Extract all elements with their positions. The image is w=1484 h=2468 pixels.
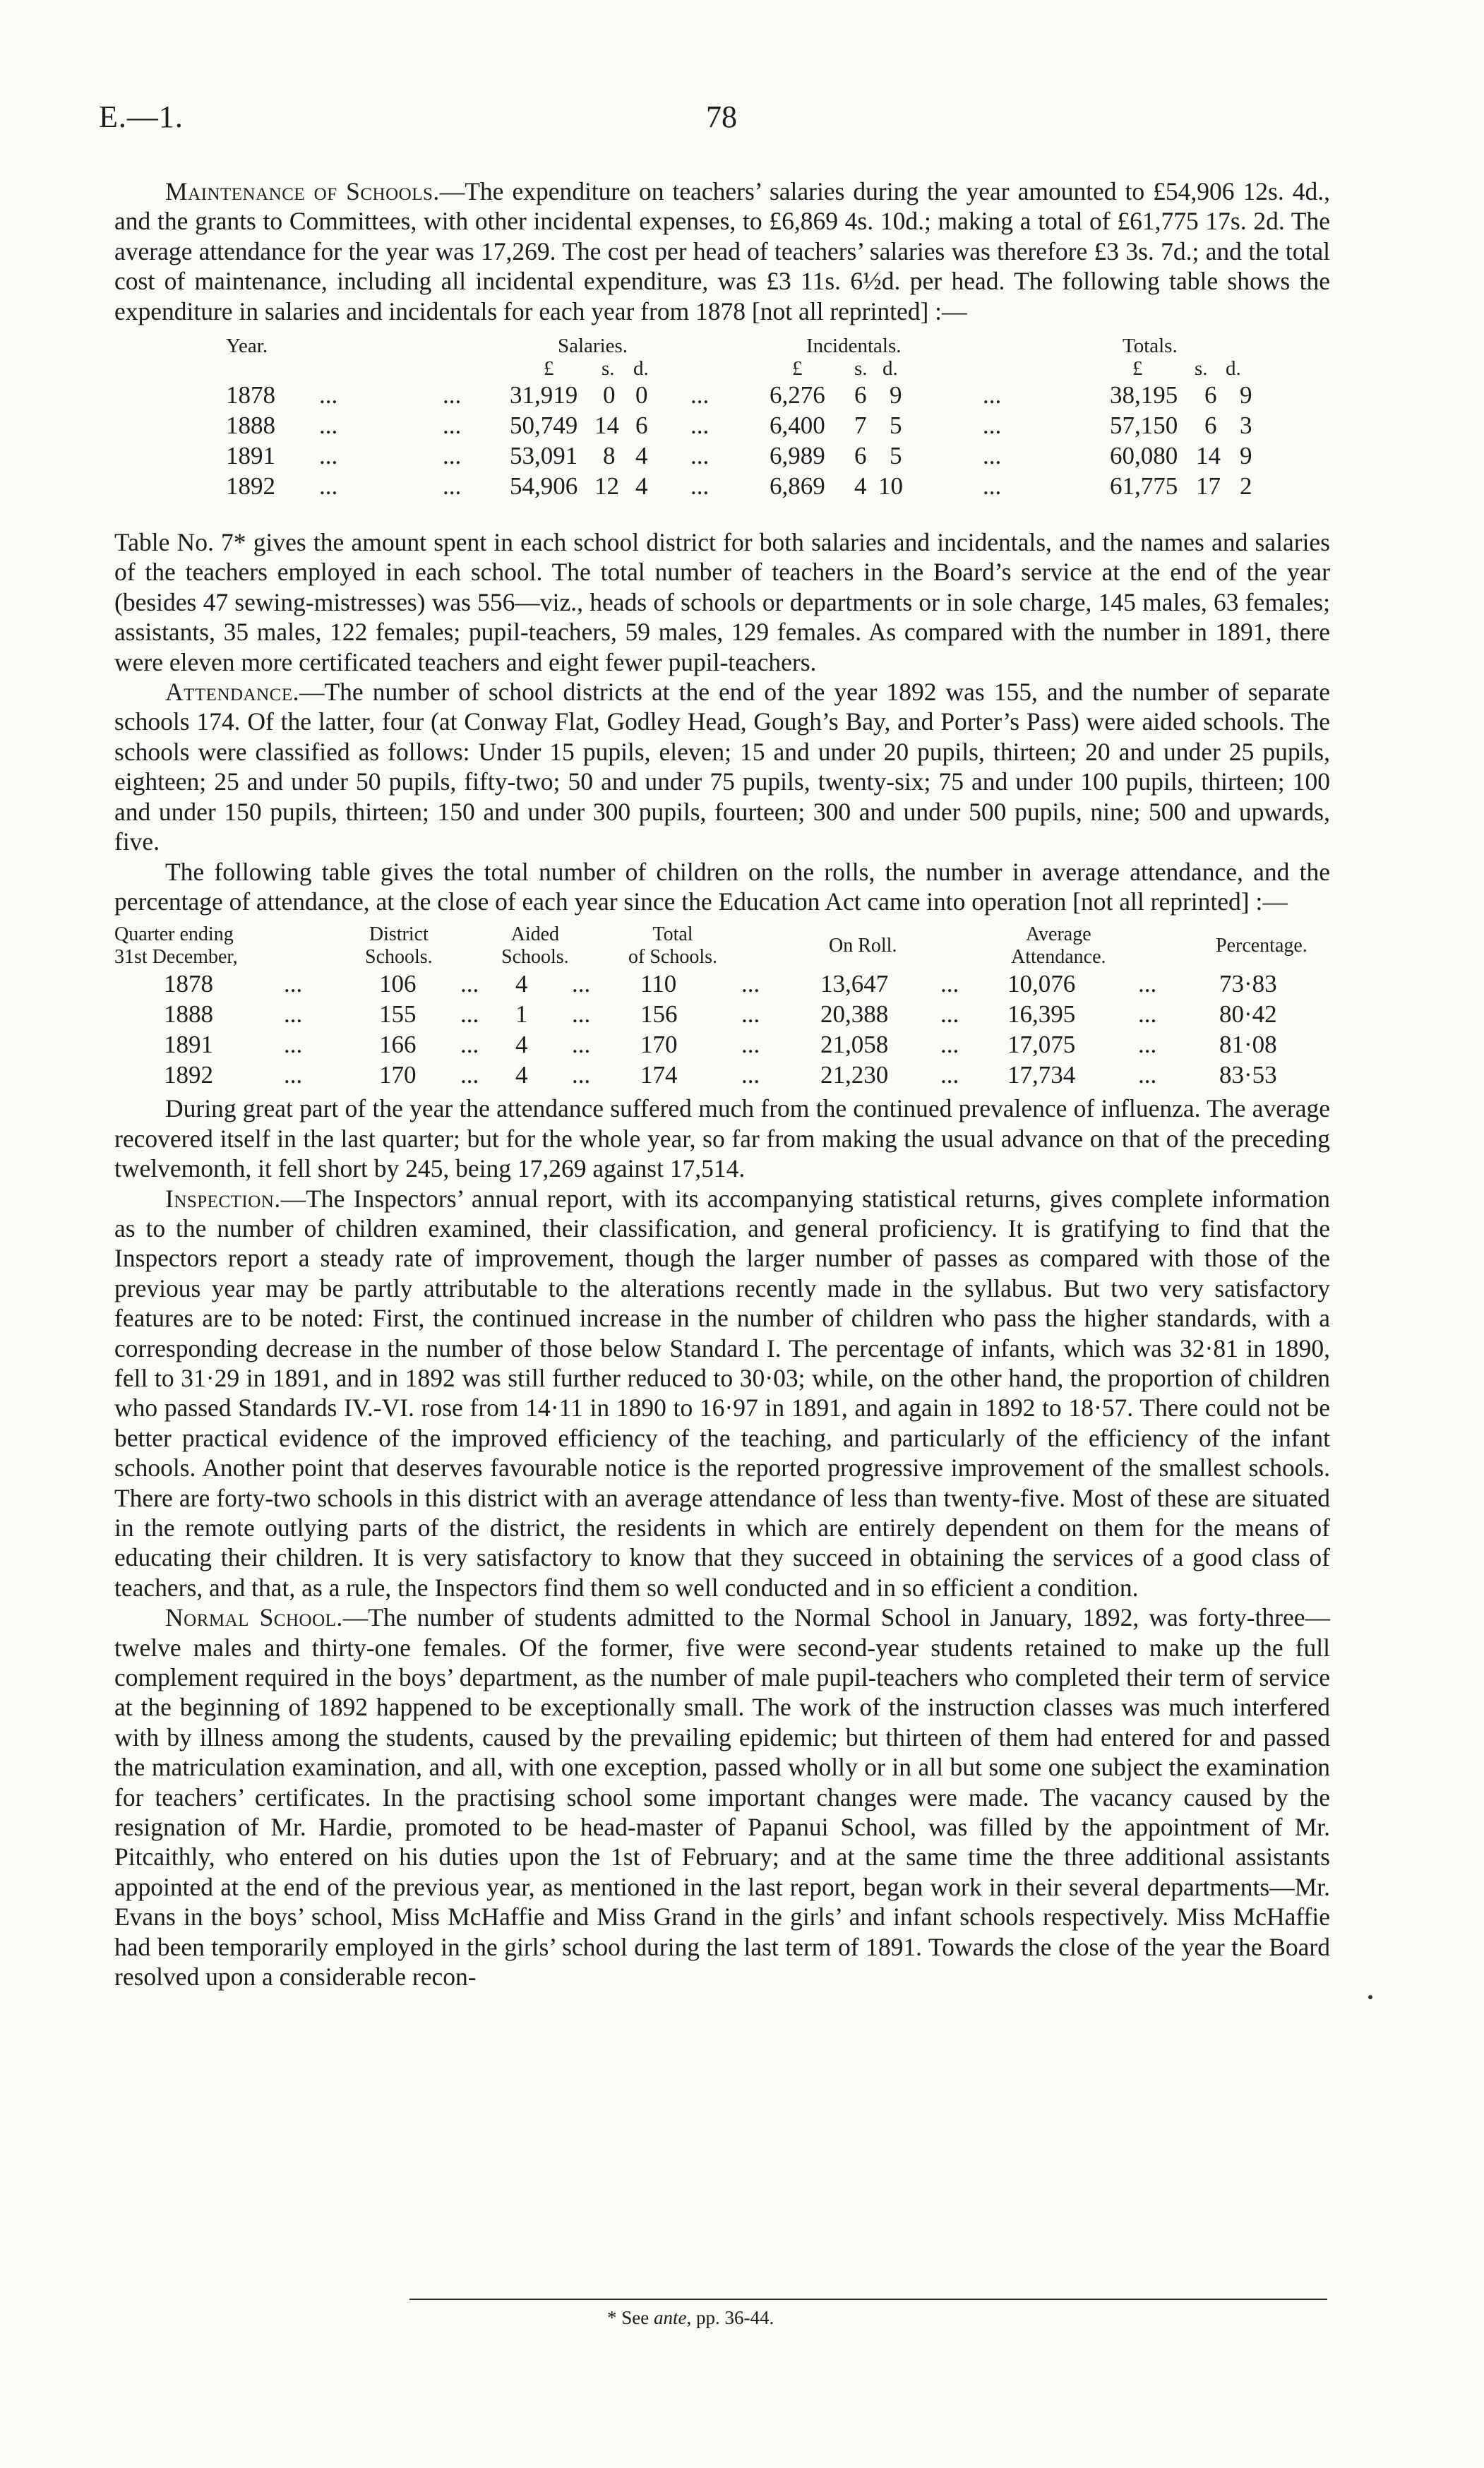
- leader-dots: ...: [741, 1000, 760, 1029]
- cell-salary-pounds: 54,906: [510, 472, 578, 501]
- cell-district-schools: 106: [379, 970, 417, 998]
- document-code: E.—1.: [99, 100, 184, 134]
- paragraph-normal-school: [114, 1603, 1330, 1991]
- leader-dots: ...: [1138, 970, 1157, 998]
- cell-aided-schools: 4: [515, 1061, 528, 1089]
- cell-salary-pounds: 50,749: [510, 412, 578, 440]
- page-body: [114, 176, 1330, 1992]
- leader-dots: ...: [284, 1061, 303, 1089]
- cell-salary-pence: 4: [635, 472, 648, 501]
- cell-percentage: 73·83: [1219, 970, 1277, 998]
- col-header-aided-line1: Aided: [510, 923, 560, 946]
- unit-pence-salaries: d.: [633, 357, 649, 381]
- cell-on-roll: 13,647: [820, 970, 889, 998]
- cell-total-pounds: 60,080: [1110, 442, 1178, 470]
- cell-incidental-pounds: 6,869: [770, 472, 825, 501]
- col-header-totals: Totals.: [1123, 335, 1178, 358]
- cell-average-attendance: 17,075: [1007, 1031, 1076, 1059]
- cell-year: 1878: [226, 381, 275, 409]
- col-header-quarter-line2: 31st December,: [114, 946, 238, 969]
- leader-dots: ...: [1138, 1000, 1157, 1029]
- footnote-rule: [409, 2299, 1327, 2300]
- cell-salary-shillings: 12: [594, 472, 619, 501]
- salaries-table: [114, 326, 1330, 669]
- unit-pound-salaries: £: [544, 357, 554, 381]
- table-row: [114, 412, 1330, 443]
- cell-total-pounds: 57,150: [1110, 412, 1178, 440]
- leader-dots: ...: [741, 1061, 760, 1089]
- col-header-total-line1: Total: [652, 923, 693, 946]
- cell-incidental-shillings: 7: [854, 412, 867, 440]
- table-row: [114, 472, 1330, 503]
- col-header-district-line1: District: [369, 923, 429, 946]
- table-row: [114, 1031, 1330, 1062]
- cell-total-shillings: 6: [1204, 412, 1217, 440]
- cell-salary-pounds: 31,919: [510, 381, 578, 409]
- cell-on-roll: 21,058: [820, 1031, 889, 1059]
- cell-average-attendance: 17,734: [1007, 1061, 1076, 1089]
- page-header: [99, 99, 1385, 148]
- leader-dots: ...: [284, 970, 303, 998]
- leader-dots: ...: [940, 970, 959, 998]
- cell-average-attendance: 10,076: [1007, 970, 1076, 998]
- leader-dots: ...: [741, 1031, 760, 1059]
- cell-district-schools: 155: [379, 1000, 417, 1029]
- leader-dots: ...: [1138, 1031, 1157, 1059]
- cell-total-schools: 110: [640, 970, 677, 998]
- margin-mark: [1368, 1995, 1372, 1999]
- cell-aided-schools: 4: [515, 970, 528, 998]
- cell-incidental-pence: 10: [878, 472, 903, 501]
- paragraph-roll-table-intro: The following table gives the total number of children on the rolls, the number in average attendance, and the percentage of attendance, at the close of each year since the Education Act came into operation [not all reprinted] :—: [114, 857, 1330, 916]
- unit-shilling-salaries: s.: [602, 357, 615, 381]
- cell-total-pounds: 61,775: [1110, 472, 1178, 501]
- leader-dots: ...: [572, 1000, 591, 1029]
- cell-year: 1892: [226, 472, 275, 501]
- attendance-table: [114, 916, 1330, 1089]
- col-header-district-line2: Schools.: [365, 946, 433, 969]
- cell-district-schools: 166: [379, 1031, 417, 1059]
- cell-year: 1888: [226, 412, 275, 440]
- leader-dots: ...: [983, 472, 1002, 501]
- unit-shilling-totals: s.: [1195, 357, 1208, 381]
- leader-dots: ...: [319, 381, 338, 409]
- col-header-incidentals: Incidentals.: [806, 335, 902, 358]
- cell-salary-shillings: 8: [603, 442, 616, 470]
- leader-dots: ...: [1138, 1061, 1157, 1089]
- col-header-district: [365, 923, 433, 969]
- leader-dots: ...: [940, 1031, 959, 1059]
- cell-salary-shillings: 0: [603, 381, 616, 409]
- cell-total-shillings: 6: [1204, 381, 1217, 409]
- cell-salary-pence: 6: [635, 412, 648, 440]
- paragraph-inspection-text: —The Inspectors’ annual report, with its accompanying statistical returns, gives complete information as to the number of children examined, their classification, and general proficiency. It is gratifying to find that the Inspectors report a steady rate of improvement, though the larger number of passes as compared with those of the previous year may be partly attributable to the alterations recently made in the syllabus. But two very satisfactory features are to be noted: First, the continued increase in the number of children who pass the higher standards, with a corresponding decrease in the number of those below Standard I. The percentage of infants, which was 32·81 in 1890, fell to 31·29 in 1891, and in 1892 was still further reduced to 30·03; while, on the other hand, the proportion of children who passed Standards IV.-VI. rose from 14·11 in 1890 to 16·97 in 1891, and again in 1892 to 18·57. There could not be better practical evidence of the improved efficiency of the teaching, and particularly of the efficiency of the infant schools. Another point that deserves favourable notice is the reported progressive improvement of the smallest schools. There are forty-two schools in this district with an average attendance of less than twenty-five. Most of these are situated in the remote outlying parts of the district, the residents in which are entirely dependent on them for the means of educating their children. It is very satisfactory to know that they succeed in obtaining the services of a good class of teachers, and that, as a rule, the Inspectors find them so well conducted and in so efficient a condition.: [114, 1184, 1330, 1602]
- footnote-ante: ante: [653, 2307, 687, 2328]
- cell-on-roll: 21,230: [820, 1061, 889, 1089]
- cell-incidental-shillings: 6: [854, 381, 867, 409]
- col-header-average-line1: Average: [1025, 923, 1091, 946]
- cell-on-roll: 20,388: [820, 1000, 889, 1029]
- paragraph-influenza: During great part of the year the attendance suffered much from the continued prevalence of influenza. The average recovered itself in the last quarter; but for the whole year, so far from making the usual advance on that of the preceding twelvemonth, it fell short by 245, being 17,269 against 17,514.: [114, 1094, 1330, 1183]
- footnote: [607, 2307, 774, 2329]
- paragraph-attendance: [114, 677, 1330, 856]
- unit-pence-incidentals: d.: [882, 357, 898, 381]
- leader-dots: ...: [741, 970, 760, 998]
- unit-shilling-incidentals: s.: [854, 357, 868, 381]
- leader-dots: ...: [940, 1061, 959, 1089]
- unit-pence-totals: d.: [1226, 357, 1241, 381]
- col-header-average: [1011, 923, 1106, 969]
- leader-dots: ...: [690, 472, 710, 501]
- cell-total-pence: 9: [1240, 442, 1252, 470]
- section-heading-inspection: Inspection.: [165, 1184, 281, 1213]
- cell-total-shillings: 17: [1196, 472, 1221, 501]
- cell-total-pence: 3: [1240, 412, 1252, 440]
- cell-district-schools: 170: [379, 1061, 417, 1089]
- paragraph-attendance-text: —The number of school districts at the end of the year 1892 was 155, and the number of separate schools 174. Of the latter, four (at Conway Flat, Godley Head, Gough’s Bay, and Porter’s Pass) were aided schools. The schools were classified as follows: Under 15 pupils, eleven; 15 and under 20 pupils, thirteen; 20 and under 25 pupils, eighteen; 25 and under 50 pupils, fifty-two; 50 and under 75 pupils, twenty-six; 75 and under 100 pupils, thirteen; 100 and under 150 pupils, thirteen; 150 and under 300 pupils, fourteen; 300 and under 500 pupils, nine; 500 and upwards, five.: [114, 678, 1330, 856]
- paragraph-normal-school-text: —The number of students admitted to the Normal School in January, 1892, was forty-three—twelve males and thirty-one females. Of the former, five were second-year students retained to make up the full complement required in the boys’ department, as the number of male pupil-teachers who completed their term of service at the beginning of 1892 happened to be exceptionally small. The work of the instruction classes was much interfered with by illness among the students, caused by the prevailing epidemic; but thirteen of them had entered for and passed the matriculation examination, and all, with one exception, passed wholly or in all but some one subject the examination for teachers’ certificates. In the practising school some important changes were made. The vacancy caused by the resignation of Mr. Hardie, promoted to be head-master of Papanui School, was filled by the appointment of Mr. Pitcaithly, who entered on his duties upon the 1st of February; and at the same time the three additional assistants appointed at the end of the previous year, as mentioned in the last report, began work in their several departments—Mr. Evans in the boys’ school, Miss McHaffie and Miss Grand in the girls’ and infant schools respectively. Miss McHaffie had been temporarily employed in the girls’ school during the last term of 1891. Towards the close of the year the Board resolved upon a considerable recon-: [114, 1603, 1330, 1991]
- cell-total-pence: 2: [1240, 472, 1252, 501]
- col-header-roll: On Roll.: [829, 935, 897, 957]
- paragraph-inspection: [114, 1184, 1330, 1603]
- cell-incidental-pence: 5: [890, 412, 902, 440]
- leader-dots: ...: [460, 1061, 479, 1089]
- cell-total-pounds: 38,195: [1110, 381, 1178, 409]
- leader-dots: ...: [460, 970, 479, 998]
- cell-total-schools: 170: [640, 1031, 678, 1059]
- leader-dots: ...: [319, 472, 338, 501]
- cell-percentage: 80·42: [1219, 1000, 1277, 1029]
- leader-dots: ...: [572, 970, 591, 998]
- cell-percentage: 83·53: [1219, 1061, 1277, 1089]
- paragraph-maintenance: [114, 176, 1330, 326]
- cell-incidental-pence: 9: [890, 381, 902, 409]
- cell-year: 1892: [164, 1061, 213, 1089]
- cell-incidental-pence: 5: [890, 442, 902, 470]
- cell-total-schools: 156: [640, 1000, 678, 1029]
- cell-year: 1878: [164, 970, 213, 998]
- cell-salary-pounds: 53,091: [510, 442, 578, 470]
- leader-dots: ...: [443, 472, 462, 501]
- cell-total-schools: 174: [640, 1061, 678, 1089]
- col-header-aided-line2: Schools.: [501, 946, 569, 969]
- leader-dots: ...: [443, 381, 462, 409]
- leader-dots: ...: [983, 442, 1002, 470]
- leader-dots: ...: [690, 381, 710, 409]
- leader-dots: ...: [690, 442, 710, 470]
- cell-total-shillings: 14: [1196, 442, 1221, 470]
- cell-year: 1891: [164, 1031, 213, 1059]
- leader-dots: ...: [319, 412, 338, 440]
- cell-year: 1888: [164, 1000, 213, 1029]
- cell-percentage: 81·08: [1219, 1031, 1277, 1059]
- table-row: [114, 970, 1330, 1001]
- cell-total-pence: 9: [1240, 381, 1252, 409]
- unit-pound-incidentals: £: [792, 357, 803, 381]
- cell-incidental-pounds: 6,276: [770, 381, 825, 409]
- leader-dots: ...: [319, 442, 338, 470]
- table-row: [114, 442, 1330, 473]
- cell-year: 1891: [226, 442, 275, 470]
- col-header-salaries: Salaries.: [558, 335, 628, 358]
- section-heading-maintenance: Maintenance of Schools.: [165, 177, 440, 205]
- leader-dots: ...: [460, 1000, 479, 1029]
- paragraph-table-no-7: Table No. 7* gives the amount spent in each school district for both salaries and incidentals, and the names and salaries of the teachers employed in each school. The total number of teachers in the Board’s service at the end of the year (besides 47 sewing-mistresses) was 556—viz., heads of schools or departments or in sole charge, 145 males, 63 females; assistants, 35 males, 122 females; pupil-teachers, 59 males, 129 females. As compared with the number in 1891, there were eleven more certificated teachers and eight fewer pupil-teachers.: [114, 528, 1330, 676]
- col-header-quarter: [114, 923, 238, 969]
- leader-dots: ...: [284, 1000, 303, 1029]
- section-heading-normal-school: Normal School.: [165, 1603, 343, 1632]
- cell-incidental-pounds: 6,989: [770, 442, 825, 470]
- leader-dots: ...: [572, 1061, 591, 1089]
- cell-incidental-pounds: 6,400: [770, 412, 825, 440]
- cell-aided-schools: 1: [515, 1000, 528, 1029]
- leader-dots: ...: [460, 1031, 479, 1059]
- leader-dots: ...: [983, 381, 1002, 409]
- leader-dots: ...: [284, 1031, 303, 1059]
- cell-salary-pence: 0: [635, 381, 648, 409]
- leader-dots: ...: [572, 1031, 591, 1059]
- cell-aided-schools: 4: [515, 1031, 528, 1059]
- col-header-percentage: Percentage.: [1216, 935, 1308, 957]
- leader-dots: ...: [443, 412, 462, 440]
- table-row: [114, 1000, 1330, 1031]
- footnote-prefix: * See: [607, 2307, 650, 2328]
- leader-dots: ...: [940, 1000, 959, 1029]
- cell-incidental-shillings: 6: [854, 442, 867, 470]
- col-header-aided: [501, 923, 569, 969]
- cell-incidental-shillings: 4: [854, 472, 867, 501]
- leader-dots: ...: [983, 412, 1002, 440]
- table-row: [114, 1061, 1330, 1092]
- col-header-quarter-line1: Quarter ending: [114, 923, 234, 946]
- leader-dots: ...: [690, 412, 710, 440]
- page-number: 78: [706, 100, 737, 134]
- col-header-total: [628, 923, 717, 969]
- table-row: [114, 381, 1330, 412]
- cell-salary-shillings: 14: [594, 412, 619, 440]
- col-header-year: Year.: [226, 335, 268, 358]
- cell-salary-pence: 4: [635, 442, 648, 470]
- leader-dots: ...: [443, 442, 462, 470]
- unit-pound-totals: £: [1132, 357, 1143, 381]
- col-header-total-line2: of Schools.: [628, 946, 717, 969]
- section-heading-attendance: Attendance.: [165, 678, 299, 707]
- paragraph-maintenance-text: —The expenditure on teachers’ salaries during the year amounted to £54,906 12s. 4d., and the grants to Committees, with other incidental expenses, to £6,869 4s. 10d.; making a total of £61,775 17s. 2d. The average attendance for the year was 17,269. The cost per head of teachers’ salaries was therefore £3 3s. 7d.; and the total cost of maintenance, including all incidental expenditure, was £3 11s. 6½d. per head. The following table shows the expenditure in salaries and incidentals for each year from 1878 [not all reprinted] :—: [114, 177, 1330, 325]
- col-header-average-line2: Attendance.: [1011, 946, 1106, 969]
- footnote-suffix: , pp. 36-44.: [686, 2307, 774, 2328]
- cell-average-attendance: 16,395: [1007, 1000, 1076, 1029]
